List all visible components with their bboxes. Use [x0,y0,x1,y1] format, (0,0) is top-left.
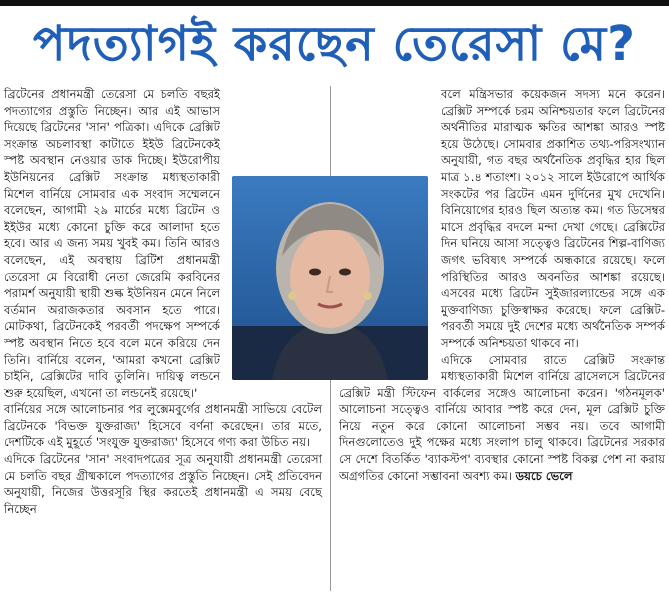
portrait-illustration [232,176,428,380]
headline: পদত্যাগই করছেন তেরেসা মে? [32,16,636,72]
right-paragraph-2-text: এদিকে সোমবার রাতে ব্রেক্সিট সংক্রান্ত মধ্যস্থতাকারী মিশেল বার্নিয়ে ব্রাসেলসে ব্রিটেনের ব্রেক্সিট মন্ত্রী স্টিফেন বার্কলের সঙ্গেও আলোচনা করেন। 'গঠনমূলক' আলোচনা সত্ত্বেও বার্নিয়ে আবার স্পষ্ট করে দেন, মূল ব্রেক্সিট চুক্তি নিয়ে নতুন করে কোনো আলোচনা সম্ভব নয়। তবে আগামী দিনগুলোতেও দুই পক্ষের মধ্যে সংলাপ চালু থাকবে। ব্রিটেনের সরকার সে দেশে বিতর্কিত 'ব্যাকস্টপ' ব্যবস্থার কোনো স্পষ্ট বিকল্প পেশ না করায় অগ্রগতির কোনো সম্ভাবনা অবশ্য কম। [339,352,665,483]
left-paragraph-2: বার্নিয়ের সঙ্গে আলোচনার পর লুক্সেমবুর্গের প্রধানমন্ত্রী সাভিয়ে বেটেল ব্রিটেনকে 'বিভক্ত যুক্তরাজ্য' হিসেবে বর্ণনা করেছেন। তার মতে, দেশটিকে এই মুহূর্তে 'সংযুক্ত যুক্তরাজ্য' হিসেবে গণ্য করা উচিত নয়। [4,402,322,450]
left-paragraph-3: এদিকে ব্রিটেনের 'সান' সংবাদপত্রের সূত্র অনুযায়ী প্রধানমন্ত্রী তেরেসা মে চলতি বছর গ্রীষ্মকালে পদত্যাগের প্রস্তুতি নিচ্ছেন। সেই প্রতিবেদন অনুযায়ী, নিজের উত্তরসূরি স্থির করতেই প্রধানমন্ত্রী এ সময় বেছে নিচ্ছেন [4,452,322,516]
right-paragraph-1: বলে মন্ত্রিসভার কয়েকজন সদস্য মনে করেন। ব্রেক্সিট সম্পর্কে চরম অনিশ্চয়তার ফলে ব্রিটেনের অর্থনীতির মারাত্মক ক্ষতির আশঙ্কা আরও স্পষ্ট হয়ে উঠেছে। সোমবার প্রকাশিত তথ্য-পরিসংখ্যান অনুযায়ী, গত বছর অর্থনৈতিক প্রবৃদ্ধির হার ছিল মাত্র ১.৪ শতাংশ। ২০১২ সালে ইউরোপে আর্থিক সংকটের পর ব্রিটেন এমন দুর্দিনের মুখ দেখেনি। বিনিয়োগের হারও ছিল অত্যন্ত কম। গত ডিসেম্বর মাসে প্রবৃদ্ধির বদলে মন্দা দেখা গেছে। ব্রেক্সিটের দিন ঘনিয়ে আসা সত্ত্বেও ব্রিটেনের শিল্প-বাণিজ্য জগৎ ভবিষ্যৎ সম্পর্কে অন্ধকারে রয়েছে। ফলে পরিস্থিতির আরও অবনতির আশঙ্কা রয়েছে। এসবের মধ্যে ব্রিটেন সুইজারল্যান্ডের সঙ্গে এক মুক্তবাণিজ্য চুক্তিস্বাক্ষর করেছে। ফলে ব্রেক্সিট-পরবর্তী সময়ে দুই দেশের মধ্যে অর্থনৈতিক সম্পর্ক সম্পর্কে অনিশ্চয়তা থাকবে না। [441,87,665,350]
top-rule [0,0,669,6]
theresa-may-photo [232,176,428,380]
byline: ডয়চে ভেলে [515,468,573,483]
left-paragraph-1: ব্রিটেনের প্রধানমন্ত্রী তেরেসা মে চলতি বছরই পদত্যাগের প্রস্তুতি নিচ্ছেন। আর এই আভাস দিয়েছে ব্রিটেনের 'সান' পত্রিকা। এদিকে ব্রেক্সিট সংক্রান্ত অচলাবস্থা কাটাতে ইইউ ব্রিটেনকেই স্পষ্ট অবস্থান নেওয়ার ডাক দিচ্ছে। ইউরোপীয় ইউনিয়নের ব্রেক্সিট সংক্রান্ত মধ্যস্থতাকারী মিশেল বার্নিয়ে সোমবার এক সংবাদ সম্মেলনে বলেছেন, আগামী ২৯ মার্চের মধ্যে ব্রিটেন ও ইইউর মধ্যে কোনো চুক্তি করে আলাদা হতে হবে। আর এ জন্য সময় খুবই কম। তিনি আরও বলেছেন, এই অবস্থায় ব্রিটিশ প্রধানমন্ত্রী তেরেসা মে বিরোধী নেতা জেরেমি করবিনের পরামর্শ অনুযায়ী স্থায়ী শুল্ক ইউনিয়ন মেনে নিলে বর্তমান অরাজকতার অবসান হতে পারে। মোটকথা, ব্রিটেনকেই পরবর্তী পদক্ষেপ সম্পর্কে স্পষ্ট অবস্থান নিতে হবে বলে মনে করিয়ে দেন তিনি। বার্নিয়ে বলেন, 'আমরা কখনো ব্রেক্সিট চাইনি, ব্রেক্সিটের দাবি তুলিনি। দায়িত্ব লন্ডনে শুরু হয়েছিল, এখনো তা লন্ডনেই রয়েছে।' [4,87,220,400]
